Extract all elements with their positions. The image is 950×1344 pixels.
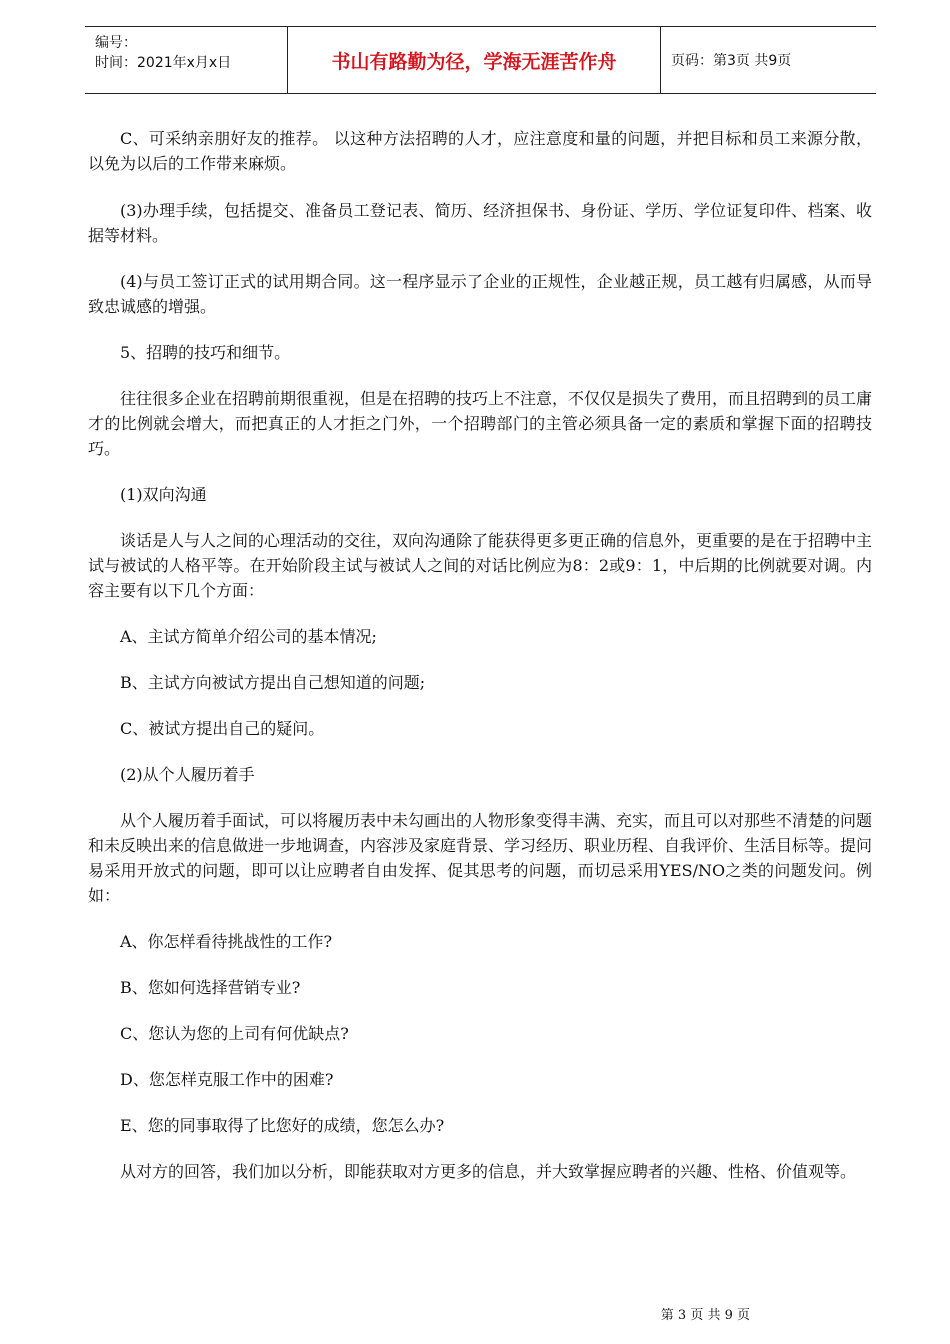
paragraph: 往往很多企业在招聘前期很重视，但是在招聘的技巧上不注意，不仅仅是损失了费用，而且招聘到的员工庸才的比例就会增大，而把真正的人才拒之门外，一个招聘部门的主管必须具备一定的素质和掌握下面的招聘技巧。 bbox=[88, 389, 873, 458]
header-motto: 书山有路勤为径，学海无涯苦作舟 bbox=[287, 27, 661, 93]
document-body bbox=[88, 126, 872, 1184]
subsection-heading: (2)从个人履历着手 bbox=[120, 765, 255, 784]
list-item: A、你怎样看待挑战性的工作? bbox=[120, 932, 333, 951]
header-page-info: 页码：第3页 共9页 bbox=[671, 53, 792, 69]
list-item: B、主试方向被试方提出自己想知道的问题; bbox=[120, 673, 426, 692]
document-date: 时间：2021年x月x日 bbox=[95, 55, 232, 71]
page-footer: 第 3 页 共 9 页 bbox=[660, 1308, 750, 1323]
paragraph: (3)办理手续，包括提交、准备员工登记表、简历、经济担保书、身份证、学历、学位证复印件、档案、收据等材料。 bbox=[88, 201, 872, 245]
section-heading: 5、招聘的技巧和细节。 bbox=[120, 343, 291, 362]
list-item: C、被试方提出自己的疑问。 bbox=[120, 719, 325, 738]
header-meta bbox=[85, 27, 287, 93]
paragraph: (4)与员工签订正式的试用期合同。这一程序显示了企业的正规性，企业越正规，员工越有归属感，从而导致忠诚感的增强。 bbox=[88, 272, 872, 316]
paragraph: 从个人履历着手面试，可以将履历表中未勾画出的人物形象变得丰满、充实，而且可以对那些不清楚的问题和未反映出来的信息做进一步地调查，内容涉及家庭背景、学习经历、职业历程、自我评价、生活目标等。提问易采用开放式的问题，即可以让应聘者自由发挥、促其思考的问题，而切忌采用YES/NO之类的问题发问。例如： bbox=[88, 811, 873, 905]
page-header bbox=[85, 26, 876, 94]
list-item: C、您认为您的上司有何优缺点? bbox=[120, 1024, 349, 1043]
list-item: E、您的同事取得了比您好的成绩，您怎么办? bbox=[120, 1116, 445, 1135]
list-item: B、您如何选择营销专业? bbox=[120, 978, 301, 997]
document-number-label: 编号： bbox=[95, 35, 137, 51]
list-item: D、您怎样克服工作中的困难? bbox=[120, 1070, 334, 1089]
paragraph: C、可采纳亲朋好友的推荐。 以这种方法招聘的人才，应注意度和量的问题，并把目标和员工来源分散，以免为以后的工作带来麻烦。 bbox=[88, 129, 872, 173]
subsection-heading: (1)双向沟通 bbox=[120, 485, 207, 504]
paragraph: 从对方的回答，我们加以分析，即能获取对方更多的信息，并大致掌握应聘者的兴趣、性格、价值观等。 bbox=[120, 1162, 857, 1181]
paragraph: 谈话是人与人之间的心理活动的交往，双向沟通除了能获得更多更正确的信息外，更重要的是在于招聘中主试与被试的人格平等。在开始阶段主试与被试人之间的对话比例应为8：2或9：1，中后期的比例就要对调。内容主要有以下几个方面： bbox=[88, 531, 873, 600]
list-item: A、主试方简单介绍公司的基本情况; bbox=[120, 627, 377, 646]
